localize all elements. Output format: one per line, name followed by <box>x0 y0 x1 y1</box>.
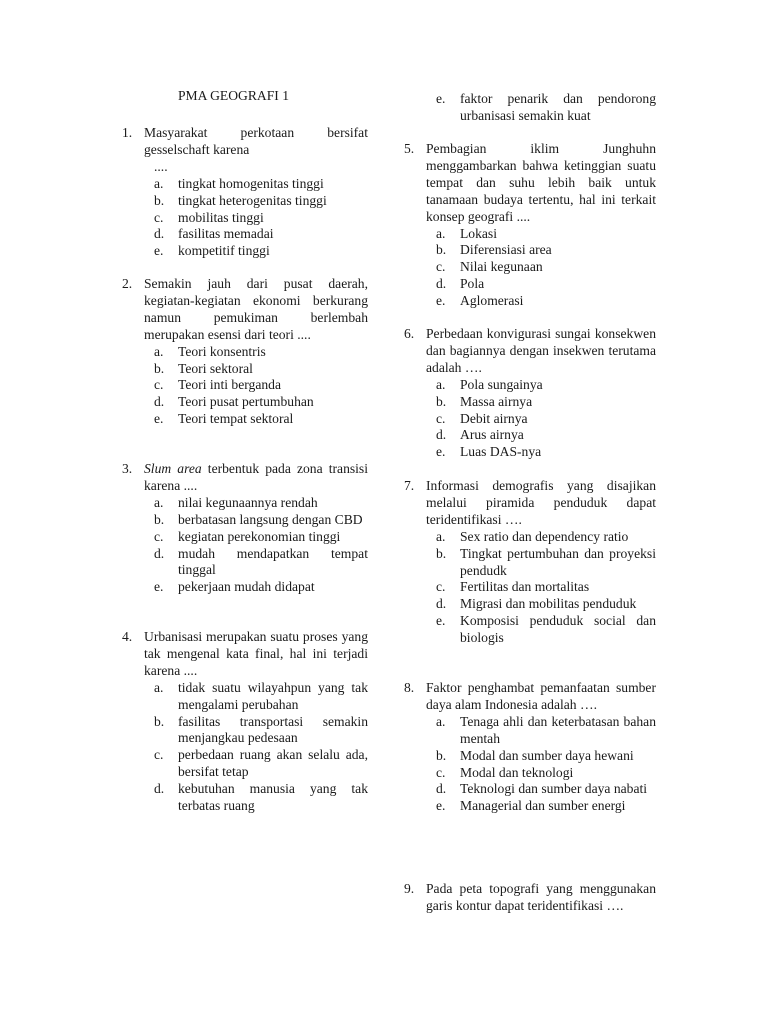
options-list <box>404 714 656 815</box>
option-label: d. <box>436 427 447 443</box>
question-number: 5. <box>404 141 415 156</box>
option-e[interactable] <box>436 91 656 125</box>
option-label: e. <box>436 293 446 309</box>
question-6 <box>404 326 656 461</box>
question-number: 6. <box>404 326 415 341</box>
options-list <box>404 377 656 462</box>
option-label: e. <box>154 579 164 595</box>
option-text: berbatasan langsung dengan CBD <box>178 511 363 527</box>
page-title: PMA GEOGRAFI 1 <box>178 88 290 103</box>
option-e[interactable] <box>436 613 656 647</box>
question-number: 7. <box>404 478 415 493</box>
option-label: e. <box>436 613 446 629</box>
option-a[interactable] <box>154 176 368 193</box>
option-label: c. <box>436 259 446 275</box>
options-list <box>404 226 656 311</box>
option-text: Luas DAS-nya <box>460 444 542 460</box>
option-text: Migrasi dan mobilitas penduduk <box>460 596 637 612</box>
question-number: 3. <box>122 461 133 476</box>
option-text: Teori sektoral <box>178 360 253 376</box>
option-d[interactable] <box>436 276 656 293</box>
option-b[interactable] <box>436 546 656 580</box>
question-4-continued <box>404 91 656 125</box>
option-text: Debit airnya <box>460 410 528 426</box>
question-stem-ellipsis: .... <box>154 158 168 174</box>
option-e[interactable] <box>154 579 368 596</box>
option-a[interactable] <box>436 377 656 394</box>
option-label: e. <box>436 798 446 814</box>
option-label: a. <box>154 679 164 695</box>
option-label: a. <box>436 713 446 729</box>
option-label: c. <box>154 528 164 544</box>
option-label: a. <box>154 343 164 359</box>
option-e[interactable] <box>436 444 656 461</box>
option-c[interactable] <box>154 747 368 781</box>
option-d[interactable] <box>154 781 368 815</box>
question-8 <box>404 680 656 815</box>
option-b[interactable] <box>436 394 656 411</box>
option-text: Modal dan sumber daya hewani <box>460 747 634 763</box>
question-1 <box>122 125 368 260</box>
option-label: a. <box>436 225 446 241</box>
option-text: kebutuhan manusia yang tak terbatas ruang <box>178 781 368 814</box>
option-label: c. <box>436 579 446 595</box>
option-text: Massa airnya <box>460 393 533 409</box>
option-label: a. <box>154 494 164 510</box>
option-text: Teori tempat sektoral <box>178 411 294 427</box>
question-9 <box>404 881 656 915</box>
options-list <box>404 529 656 647</box>
option-d[interactable] <box>436 596 656 613</box>
option-text: Teori inti berganda <box>178 377 281 393</box>
option-text: Pola <box>460 276 485 292</box>
option-label: b. <box>436 242 447 258</box>
question-stem: Urbanisasi merupakan suatu proses yang tak mengenal kata final, hal ini terjadi karena .... <box>144 629 368 678</box>
question-stem-italic: Slum area <box>144 461 202 476</box>
options-list <box>122 176 368 261</box>
option-text: Komposisi penduduk social dan biologis <box>460 613 656 646</box>
option-text: kompetitif tinggi <box>178 243 270 259</box>
question-stem <box>144 461 368 495</box>
option-label: a. <box>436 376 446 392</box>
question-number: 2. <box>122 276 133 291</box>
question-stem: Semakin jauh dari pusat daerah, kegiatan-kegiatan ekonomi berkurang namun pemukiman berlembah merupakan esensi dari teori .... <box>144 276 368 342</box>
option-label: b. <box>436 393 447 409</box>
option-text: Nilai kegunaan <box>460 259 543 275</box>
option-c[interactable] <box>436 411 656 428</box>
option-text: Managerial dan sumber energi <box>460 798 626 814</box>
option-label: e. <box>154 243 164 259</box>
option-label: c. <box>436 764 446 780</box>
option-label: c. <box>154 209 164 225</box>
option-b[interactable] <box>154 361 368 378</box>
option-d[interactable] <box>436 427 656 444</box>
question-stem: Perbedaan konvigurasi sungai konsekwen dan bagiannya dengan insekwen terutama adalah …. <box>426 326 656 375</box>
option-label: e. <box>154 411 164 427</box>
option-label: b. <box>436 545 447 561</box>
option-text: Teknologi dan sumber daya nabati <box>460 781 648 797</box>
option-label: c. <box>154 747 164 763</box>
option-text: mobilitas tinggi <box>178 209 264 225</box>
option-text: Diferensiasi area <box>460 242 552 258</box>
option-text: kegiatan perekonomian tinggi <box>178 528 341 544</box>
question-stem: Masyarakat perkotaan bersifat gesselschaft karena <box>144 125 368 157</box>
option-b[interactable] <box>154 714 368 748</box>
option-d[interactable] <box>154 226 368 243</box>
option-a[interactable] <box>436 226 656 243</box>
option-b[interactable] <box>154 193 368 210</box>
option-label: b. <box>154 511 165 527</box>
option-a[interactable] <box>154 680 368 714</box>
question-stem: Faktor penghambat pemanfaatan sumber daya alam Indonesia adalah …. <box>426 680 656 712</box>
option-text: faktor penarik dan pendorong urbanisasi semakin kuat <box>460 91 656 123</box>
question-2 <box>122 276 368 428</box>
option-c[interactable] <box>436 579 656 596</box>
option-label: b. <box>154 713 165 729</box>
question-number: 9. <box>404 881 415 896</box>
option-e[interactable] <box>154 243 368 260</box>
option-text: tingkat heterogenitas tinggi <box>178 192 327 208</box>
option-d[interactable] <box>154 394 368 411</box>
option-text: fasilitas memadai <box>178 226 274 242</box>
option-b[interactable] <box>154 512 368 529</box>
option-label: d. <box>436 781 447 797</box>
option-label: d. <box>154 545 165 561</box>
option-label: c. <box>436 410 446 426</box>
option-label: e. <box>436 444 446 460</box>
option-c[interactable] <box>436 259 656 276</box>
option-text: tingkat homogenitas tinggi <box>178 175 324 191</box>
option-text: Pola sungainya <box>460 376 543 392</box>
option-label: b. <box>436 747 447 763</box>
option-a[interactable] <box>436 714 656 748</box>
option-label: c. <box>154 377 164 393</box>
option-b[interactable] <box>436 242 656 259</box>
option-a[interactable] <box>154 344 368 361</box>
question-7 <box>404 478 656 647</box>
option-e[interactable] <box>154 411 368 428</box>
option-a[interactable] <box>154 495 368 512</box>
option-text: mudah mendapatkan tempat tinggal <box>178 545 368 578</box>
option-b[interactable] <box>436 748 656 765</box>
option-text: pekerjaan mudah didapat <box>178 579 315 595</box>
question-stem: Pembagian iklim Junghuhn menggambarkan bahwa ketinggian suatu tempat dan suhu lebih baik untuk tanamaan budaya tertentu, hal ini terkait konsep geografi .... <box>426 141 656 224</box>
option-label: b. <box>154 192 165 208</box>
option-label: d. <box>154 226 165 242</box>
options-list <box>122 344 368 429</box>
question-4 <box>122 629 368 815</box>
option-d[interactable] <box>436 781 656 798</box>
question-stem-text: terbentuk pada zona transisi karena .... <box>144 461 368 493</box>
option-e[interactable] <box>436 293 656 310</box>
option-text: perbedaan ruang akan selalu ada, bersifat tetap <box>178 747 368 780</box>
option-label: a. <box>154 175 164 191</box>
option-text: fasilitas transportasi semakin menjangkau pedesaan <box>178 713 368 746</box>
option-text: nilai kegunaannya rendah <box>178 494 318 510</box>
option-text: Teori konsentris <box>178 343 266 359</box>
option-label: b. <box>154 360 165 376</box>
question-5 <box>404 141 656 310</box>
option-c[interactable] <box>154 210 368 227</box>
option-text: Arus airnya <box>460 427 524 443</box>
options-list <box>404 91 656 125</box>
option-c[interactable] <box>154 377 368 394</box>
option-label: d. <box>436 276 447 292</box>
option-text: Sex ratio dan dependency ratio <box>460 528 629 544</box>
option-d[interactable] <box>154 546 368 580</box>
question-number: 4. <box>122 629 133 644</box>
question-number: 1. <box>122 125 133 140</box>
option-c[interactable] <box>154 529 368 546</box>
option-label: e. <box>436 91 446 106</box>
question-number: 8. <box>404 680 415 695</box>
option-text: Modal dan teknologi <box>460 764 574 780</box>
option-a[interactable] <box>436 529 656 546</box>
option-label: a. <box>436 528 446 544</box>
option-label: d. <box>154 394 165 410</box>
option-text: Tingkat pertumbuhan dan proyeksi pendudk <box>460 545 656 578</box>
question-3 <box>122 461 368 596</box>
option-text: tidak suatu wilayahpun yang tak mengalami perubahan <box>178 679 368 712</box>
option-text: Teori pusat pertumbuhan <box>178 394 314 410</box>
option-text: Aglomerasi <box>460 293 524 309</box>
option-text: Tenaga ahli dan keterbatasan bahan mentah <box>460 713 656 746</box>
option-text: Lokasi <box>460 225 497 241</box>
option-text: Fertilitas dan mortalitas <box>460 579 590 595</box>
question-stem: Pada peta topografi yang menggunakan garis kontur dapat teridentifikasi …. <box>426 881 656 913</box>
option-label: d. <box>436 596 447 612</box>
question-stem: Informasi demografis yang disajikan melalui piramida penduduk dapat teridentifikasi …. <box>426 478 656 527</box>
option-c[interactable] <box>436 765 656 782</box>
options-list <box>122 495 368 596</box>
option-label: d. <box>154 781 165 797</box>
options-list <box>122 680 368 815</box>
option-e[interactable] <box>436 798 656 815</box>
